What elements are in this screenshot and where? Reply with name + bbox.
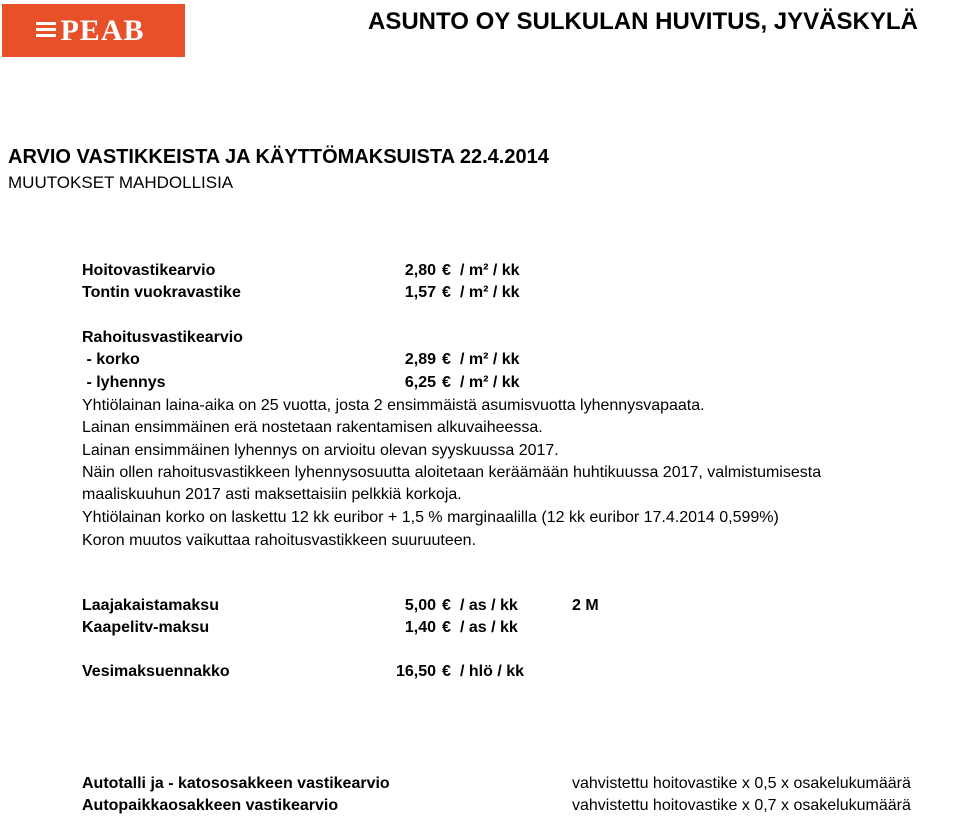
- usage-unit-broadband: / as / kk: [460, 597, 518, 614]
- financing-value-interest: 2,89: [404, 351, 436, 368]
- usage-label-water: Vesimaksuennakko: [82, 663, 230, 680]
- logo-text: PEAB: [42, 14, 144, 48]
- fee-unit-maintenance: / m² / kk: [460, 262, 520, 279]
- financing-note: maaliskuuhun 2017 asti maksettaisiin pelkkiä korkoja.: [82, 486, 462, 503]
- financing-note: Lainan ensimmäinen erä nostetaan rakentamisen alkuvaiheessa.: [82, 419, 543, 436]
- financing-label-amortization: - lyhennys: [82, 374, 166, 391]
- euro-symbol: €: [442, 597, 451, 614]
- fee-label-ground-rent: Tontin vuokravastike: [82, 284, 241, 301]
- financing-unit-interest: / m² / kk: [460, 351, 520, 368]
- financing-unit-amortization: / m² / kk: [460, 374, 520, 391]
- euro-symbol: €: [442, 351, 451, 368]
- fee-unit-ground-rent: / m² / kk: [460, 284, 520, 301]
- usage-value-water: 16,50: [395, 663, 436, 680]
- fee-value-maintenance: 2,80: [404, 262, 436, 279]
- section-subtitle: MUUTOKSET MAHDOLLISIA: [8, 173, 234, 192]
- financing-note: Koron muutos vaikuttaa rahoitusvastikkeen suuruuteen.: [82, 532, 477, 549]
- financing-value-amortization: 6,25: [404, 374, 436, 391]
- parking-value-spot: vahvistettu hoitovastike x 0,7 x osakelukumäärä: [572, 797, 911, 814]
- euro-symbol: €: [442, 374, 451, 391]
- financing-label-interest: - korko: [82, 351, 140, 368]
- parking-label-spot: Autopaikkaosakkeen vastikearvio: [82, 797, 339, 814]
- financing-note: Yhtiölainan laina-aika on 25 vuotta, josta 2 ensimmäistä asumisvuotta lyhennysvapaata.: [82, 397, 705, 414]
- financing-note: Näin ollen rahoitusvastikkeen lyhennysosuutta aloitetaan keräämään huhtikuussa 2017, valmistumisesta: [82, 464, 822, 481]
- euro-symbol: €: [442, 262, 451, 279]
- document-title: ASUNTO OY SULKULAN HUVITUS, JYVÄSKYLÄ: [368, 8, 918, 35]
- usage-unit-water: / hlö / kk: [460, 663, 525, 680]
- euro-symbol: €: [442, 663, 451, 680]
- financing-note: Yhtiölainan korko on laskettu 12 kk euribor + 1,5 % marginaalilla (12 kk euribor 17.4.2014 0,599%): [82, 509, 779, 526]
- usage-label-broadband: Laajakaistamaksu: [82, 597, 219, 614]
- financing-note: Lainan ensimmäinen lyhennys on arvioitu olevan syyskuussa 2017.: [82, 442, 559, 459]
- financing-heading: Rahoitusvastikearvio: [82, 329, 243, 346]
- section-heading: ARVIO VASTIKKEISTA JA KÄYTTÖMAKSUISTA 22.4.2014: [8, 146, 549, 168]
- fee-label-maintenance: Hoitovastikearvio: [82, 262, 216, 279]
- usage-unit-cable-tv: / as / kk: [460, 619, 518, 636]
- euro-symbol: €: [442, 619, 451, 636]
- usage-value-cable-tv: 1,40: [404, 619, 436, 636]
- usage-extra-broadband: 2 M: [572, 597, 599, 614]
- fee-value-ground-rent: 1,57: [404, 284, 436, 301]
- logo-stripes: [36, 22, 56, 40]
- parking-label-garage: Autotalli ja - katososakkeen vastikearvio: [82, 775, 390, 792]
- peab-logo: [2, 4, 185, 57]
- usage-label-cable-tv: Kaapelitv-maksu: [82, 619, 210, 636]
- parking-value-garage: vahvistettu hoitovastike x 0,5 x osakelukumäärä: [572, 775, 911, 792]
- usage-value-broadband: 5,00: [404, 597, 436, 614]
- euro-symbol: €: [442, 284, 451, 301]
